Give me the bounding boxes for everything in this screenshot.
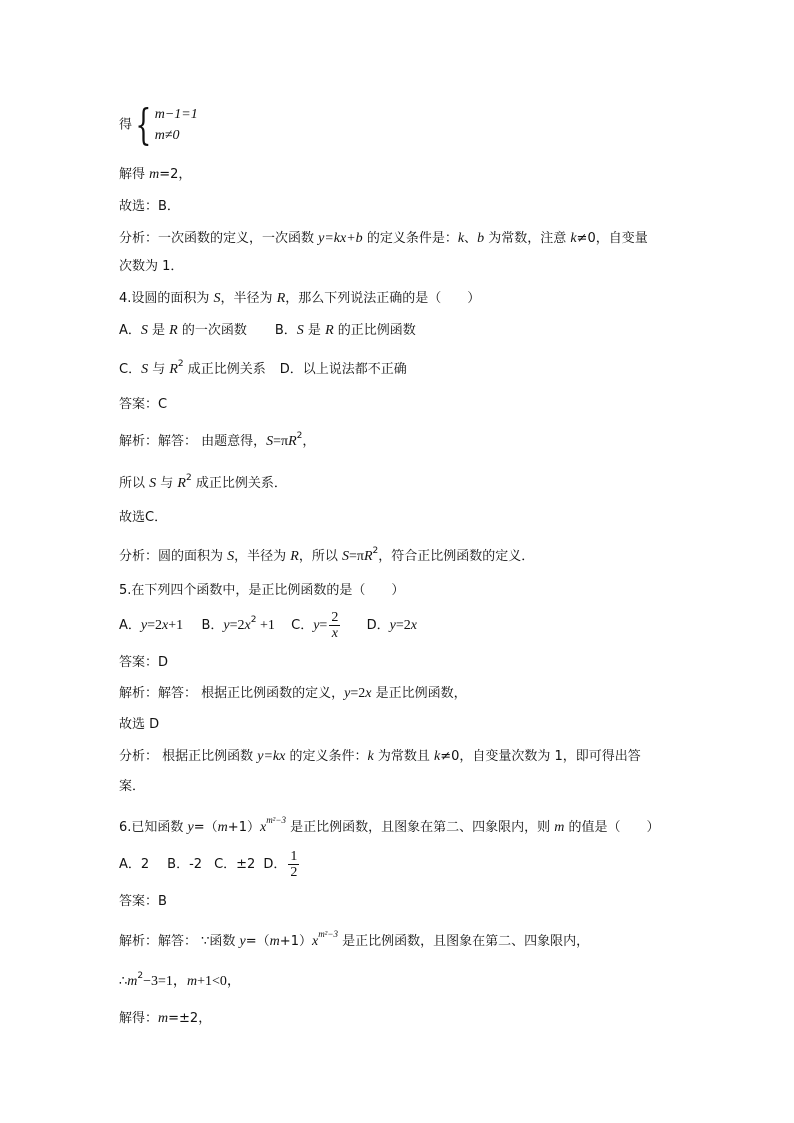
var-m: m bbox=[554, 820, 565, 835]
q4-stem-text: ，半径为 bbox=[220, 291, 277, 306]
exponent: 2 bbox=[296, 431, 303, 441]
analysis-text: 、 bbox=[464, 231, 478, 246]
therefore-symbol: ∴ bbox=[119, 974, 128, 989]
q5-option-c bbox=[291, 610, 342, 641]
var-y: y bbox=[187, 820, 194, 835]
exponent: 2 bbox=[250, 615, 257, 625]
var-y: y bbox=[239, 934, 246, 949]
solution-text: =2 bbox=[350, 686, 366, 701]
equation-system bbox=[155, 104, 198, 146]
var-R: R bbox=[276, 291, 286, 306]
q6-option-a: A．2 bbox=[119, 857, 150, 872]
var-k: k bbox=[570, 231, 577, 246]
equation-system-line bbox=[119, 100, 198, 149]
q6-stem-text: 是正比例函数，且图象在第二、四象限内，则 bbox=[285, 820, 555, 835]
solution-text: +1） bbox=[279, 934, 312, 949]
denominator: x bbox=[331, 626, 338, 641]
var-S: S bbox=[141, 362, 149, 377]
choose-line: 故选：B． bbox=[119, 199, 180, 214]
q6-solution bbox=[119, 929, 590, 951]
var-S: S bbox=[341, 549, 349, 564]
var-S: S bbox=[296, 323, 304, 338]
exponent: m²−3 bbox=[318, 929, 338, 939]
var-m: m bbox=[186, 974, 198, 989]
analysis-text: 的定义条件： bbox=[285, 749, 368, 764]
exponent: m²−3 bbox=[266, 815, 286, 825]
fraction-1-over-2 bbox=[288, 849, 299, 880]
var-x: x bbox=[259, 820, 267, 835]
q5-stem: 5.在下列四个函数中，是正比例函数的是（ ） bbox=[119, 583, 405, 598]
q6-options bbox=[119, 845, 301, 885]
solution-text: 解析：解答： 由题意得， bbox=[119, 434, 267, 449]
solve-text: 解得： bbox=[119, 1011, 159, 1026]
option-letter: A． bbox=[119, 323, 141, 338]
q4-analysis bbox=[119, 548, 534, 567]
q4-options-ab bbox=[119, 322, 416, 340]
q6-option-b: B．-2 bbox=[167, 857, 203, 872]
q6-stem-text: +1） bbox=[227, 820, 260, 835]
var-y: y bbox=[344, 686, 351, 701]
var-x: x bbox=[244, 618, 251, 633]
option-letter: D． bbox=[263, 857, 287, 872]
q6-answer: 答案：B bbox=[119, 894, 167, 909]
var-m: m bbox=[217, 820, 228, 835]
q6-solve bbox=[119, 1010, 211, 1028]
de-label: 得 bbox=[119, 117, 133, 133]
analysis-text: 的定义条件是： bbox=[362, 231, 458, 246]
option-text: 是 bbox=[303, 323, 326, 338]
var-x: x bbox=[365, 686, 372, 701]
q5-option-d bbox=[367, 618, 417, 633]
equals-pi: =π bbox=[348, 549, 364, 564]
var-R: R bbox=[290, 549, 299, 564]
var-y: y bbox=[140, 618, 148, 633]
q5-choose: 故选 D bbox=[119, 717, 160, 732]
q4-option-c bbox=[119, 359, 266, 377]
system-eq-1: m−1=1 bbox=[154, 107, 198, 122]
q6-therefore bbox=[119, 973, 241, 992]
var-R: R bbox=[177, 476, 186, 491]
exponent: 2 bbox=[137, 971, 144, 981]
analysis-text: ，符合正比例函数的定义． bbox=[378, 549, 535, 564]
var-R: R bbox=[363, 549, 373, 564]
left-brace-icon: { bbox=[135, 100, 152, 149]
var-m: m bbox=[149, 167, 160, 182]
analysis-line-1 bbox=[119, 230, 648, 248]
q4-stem-text: 4.设圆的面积为 bbox=[119, 291, 214, 306]
q4-option-d: D．以上说法都不正确 bbox=[279, 362, 407, 377]
analysis-text: 分析： 根据正比例函数 bbox=[119, 749, 258, 764]
linear-expr: y=kx+b bbox=[318, 231, 363, 246]
system-eq-2: m≠0 bbox=[154, 128, 180, 143]
option-text: =2 bbox=[147, 618, 163, 633]
var-y: y bbox=[389, 618, 396, 633]
solution-text: 是正比例函数，且图象在第二、四象限内， bbox=[337, 934, 590, 949]
q6-option-c: C．±2 bbox=[214, 857, 256, 872]
therefore-text: 所以 bbox=[119, 476, 150, 491]
q4-options-cd bbox=[119, 361, 407, 380]
denominator: 2 bbox=[290, 865, 298, 880]
q5-solution bbox=[119, 685, 467, 703]
q4-stem-text: ，那么下列说法正确的是（ ） bbox=[285, 291, 481, 306]
numerator: 2 bbox=[331, 610, 339, 625]
analysis-line-2: 次数为 1． bbox=[119, 259, 184, 274]
analysis-text: ≠0，自变量次数为 1，即可得出答 bbox=[440, 749, 641, 764]
q6-stem bbox=[119, 815, 660, 837]
q6-stem-text: 6.已知函数 bbox=[119, 820, 188, 835]
var-m: m bbox=[269, 934, 280, 949]
option-letter: B． bbox=[201, 618, 224, 633]
analysis-text: ，所以 bbox=[298, 549, 342, 564]
option-letter: B． bbox=[274, 323, 297, 338]
var-R: R bbox=[325, 323, 334, 338]
option-text: 成正比例关系 bbox=[183, 362, 266, 377]
option-text: 是 bbox=[147, 323, 170, 338]
q6-stem-text: 的值是（ ） bbox=[564, 820, 660, 835]
var-y: y bbox=[313, 618, 320, 633]
analysis-text: ，半径为 bbox=[234, 549, 291, 564]
solve-prefix: 解得 bbox=[119, 167, 150, 182]
solution-text: ， bbox=[302, 434, 316, 449]
q4-answer: 答案：C bbox=[119, 397, 168, 412]
q4-option-b bbox=[275, 323, 416, 338]
solve-line bbox=[119, 166, 191, 184]
var-m: m bbox=[158, 1011, 169, 1026]
var-S: S bbox=[213, 291, 221, 306]
solution-text: 是正比例函数， bbox=[371, 686, 467, 701]
equation-text: +1<0， bbox=[197, 974, 241, 989]
q6-option-d bbox=[263, 849, 301, 880]
analysis-text: 为常数，注意 bbox=[484, 231, 571, 246]
var-R: R bbox=[288, 434, 297, 449]
var-k: k bbox=[457, 231, 465, 246]
q4-option-a bbox=[119, 323, 247, 338]
q5-option-a bbox=[119, 618, 183, 633]
analysis-text: ≠0，自变量 bbox=[576, 231, 648, 246]
option-text: +1 bbox=[256, 618, 275, 633]
analysis-text: 为常数且 bbox=[373, 749, 434, 764]
equals-sign: = bbox=[319, 618, 328, 633]
var-x: x bbox=[311, 934, 319, 949]
q5-answer: 答案：D bbox=[119, 655, 169, 670]
q5-analysis-2: 案． bbox=[119, 779, 146, 794]
option-letter: C． bbox=[119, 362, 142, 377]
option-letter: C． bbox=[291, 618, 314, 633]
exponent: 2 bbox=[185, 473, 192, 483]
solution-text: 解析：解答： 根据正比例函数的定义， bbox=[119, 686, 345, 701]
var-x: x bbox=[410, 618, 417, 633]
therefore-text: 成正比例关系． bbox=[191, 476, 287, 491]
q5-analysis-1 bbox=[119, 748, 641, 766]
equation-text: −3=1， bbox=[143, 974, 187, 989]
option-text: =2 bbox=[395, 618, 411, 633]
option-letter: A． bbox=[119, 618, 141, 633]
var-S: S bbox=[149, 476, 157, 491]
q4-therefore bbox=[119, 475, 287, 494]
therefore-text: 与 bbox=[156, 476, 178, 491]
option-letter: D． bbox=[366, 618, 390, 633]
option-text: 的正比例函数 bbox=[333, 323, 416, 338]
option-text: +1 bbox=[168, 618, 184, 633]
proportional-expr: y=kx bbox=[257, 749, 286, 764]
q4-solution bbox=[119, 433, 315, 452]
q6-stem-text: =（ bbox=[193, 820, 218, 835]
equals-pi: =π bbox=[273, 434, 289, 449]
var-S: S bbox=[140, 323, 148, 338]
exponent: 2 bbox=[372, 546, 379, 556]
var-b: b bbox=[477, 231, 485, 246]
var-x: x bbox=[162, 618, 169, 633]
var-k: k bbox=[433, 749, 441, 764]
exponent: 2 bbox=[177, 359, 184, 369]
q4-stem bbox=[119, 290, 480, 308]
option-text: 与 bbox=[148, 362, 170, 377]
var-m: m bbox=[127, 974, 138, 989]
var-y: y bbox=[223, 618, 230, 633]
solution-text: =（ bbox=[245, 934, 270, 949]
solve-text: =±2， bbox=[168, 1011, 212, 1026]
var-S: S bbox=[227, 549, 235, 564]
fraction-2-over-x bbox=[329, 610, 340, 641]
q5-option-b bbox=[201, 615, 275, 633]
var-R: R bbox=[169, 362, 178, 377]
q5-options bbox=[119, 607, 417, 646]
option-text: =2 bbox=[229, 618, 245, 633]
var-k: k bbox=[367, 749, 374, 764]
option-text: 的一次函数 bbox=[177, 323, 247, 338]
analysis-text: 分析：一次函数的定义，一次函数 bbox=[119, 231, 319, 246]
var-S: S bbox=[266, 434, 274, 449]
numerator: 1 bbox=[290, 849, 298, 864]
solution-text: 解析：解答： ∵函数 bbox=[119, 934, 240, 949]
analysis-text: 分析：圆的面积为 bbox=[119, 549, 228, 564]
solve-rest: =2， bbox=[159, 167, 192, 182]
var-R: R bbox=[169, 323, 178, 338]
q4-choose: 故选C． bbox=[119, 510, 168, 525]
